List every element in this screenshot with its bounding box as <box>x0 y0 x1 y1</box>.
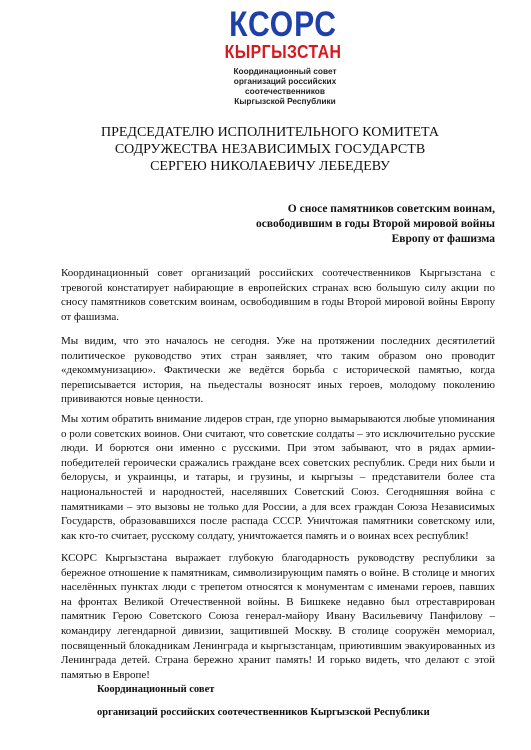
addressee-block <box>60 124 480 175</box>
addressee-line: СЕРГЕЮ НИКОЛАЕВИЧУ ЛЕБЕДЕВУ <box>150 159 390 174</box>
logo-title: КСОРС <box>229 5 337 44</box>
logo-subtitle-line: соотечественников <box>245 86 325 96</box>
addressee-line: СОДРУЖЕСТВА НЕЗАВИСИМЫХ ГОСУДАРСТВ <box>114 142 426 157</box>
logo-subtitle-line: Координационный совет <box>233 66 337 76</box>
logo-subtitle-line: организаций российских <box>233 76 337 86</box>
addressee-line: ПРЕДСЕДАТЕЛЮ ИСПОЛНИТЕЛЬНОГО КОМИТЕТА <box>100 125 440 140</box>
logo-country: КЫРГЫЗСТАН <box>224 42 342 62</box>
logo-subtitle <box>225 66 345 106</box>
logo-subtitle-line: Кыргызской Республики <box>234 96 336 106</box>
signature-block <box>97 683 497 720</box>
subject-line: освободившим в годы Второй мировой войны <box>256 218 495 230</box>
body-paragraph: Мы видим, что это началось не сегодня. Уже на протяжении последних десятилетий политическое руководство этих стран заявляет, что таким образом оно проводит «декоммунизацию». Фактически же ведётся борьба с исторической памятью, когда переписывается история, на пьедесталы возносят иных героев, молодому поколению прививаются новые ценности. <box>61 335 495 406</box>
signature-line: организаций российских соотечественников Кыргызской Республики <box>97 707 430 718</box>
subject-line: Европу от фашизма <box>391 233 495 245</box>
subject-line: О сносе памятников советским воинам, <box>287 203 495 215</box>
body-paragraph: Координационный совет организаций российских соотечественников Кыргызстана с тревогой констатирует набирающие в европейских странах всю большую силу акции по сносу памятников советским воинам, освободившим в годы Второй мировой войны Европу от фашизма. <box>61 267 495 323</box>
body-paragraph: Мы хотим обратить внимание лидеров стран, где упорно вымарываются любые упоминания о роли советских воинов. Они считают, что советские солдаты – это исключительно русские люди. И борются они именно с русскими. При этом забывают, что в рядах армии-победителей героически сражались граждане всех советских республик. Среди них были и белорусы, и украинцы, и татары, и грузины, и кыргызы – представители более ста национальностей и народностей, населявших Советский Союз. Сегодняшняя война с памятниками – это вызовы не только для России, а для всех граждан Союза Независимых Государств, образовавшихся после распада СССР. Уничтожая памятники советскому или, как кто-то считает, русскому солдату, уничтожается память и о воинах всех республик! <box>61 413 495 542</box>
signature-line: Координационный совет <box>97 684 215 695</box>
body-paragraph: КСОРС Кыргызстана выражает глубокую благодарность руководству республики за бережное отношение к памятникам, символизирующим память о войне. В столице и многих населённых пунктах люди с трепетом относятся к монументам с именами героев, павших на фронтах Великой Отечественной войны. В Бишкеке недавно был отреставрирован памятник Герою Советского Союза генерал-майору Ивану Васильевичу Панфилову – командиру легендарной дивизии, защитившей Москву. В столице сооружён мемориал, посвященный блокадникам Ленинграда и кыргызстанцам, приютившим эвакуированных из Ленинграда детей. Страна бережно хранит память! И горько видеть, что делают с этой памятью в Европе! <box>61 552 495 681</box>
subject-block <box>175 202 495 247</box>
ksors-logo <box>203 5 363 110</box>
